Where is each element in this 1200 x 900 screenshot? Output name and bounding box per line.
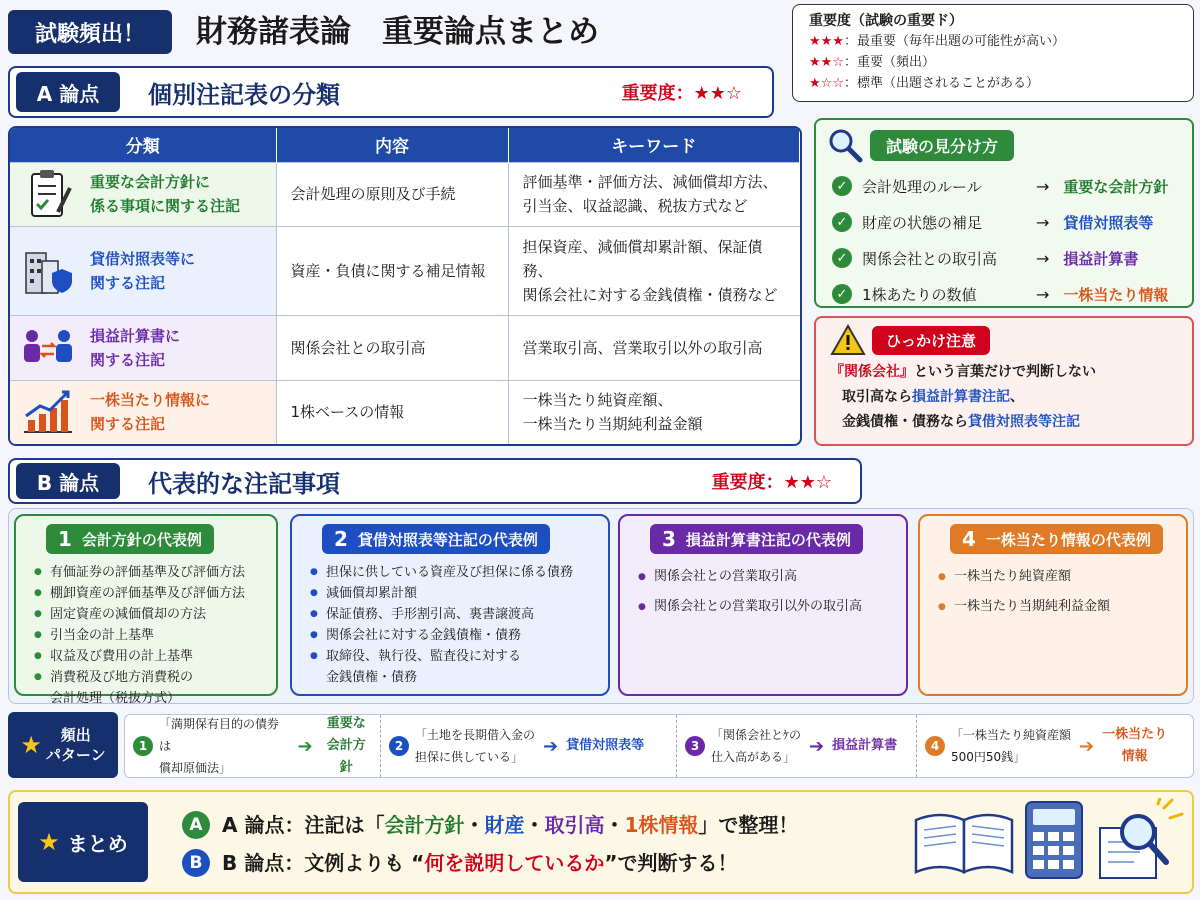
- pattern-result: 貸借対照表等: [566, 738, 645, 753]
- arrow-icon: ➔: [1079, 735, 1095, 757]
- building-shield-icon: [20, 245, 76, 297]
- category-label: 貸借対照表等に 関する注記: [90, 250, 196, 292]
- content-cell: 会計処理の原則及び手続: [276, 162, 508, 227]
- keywords-cell: 営業取引高、営業取引以外の取引高: [508, 315, 800, 380]
- patterns-label: ★ 頻出 パターン: [8, 712, 118, 778]
- magnifier-icon: [826, 126, 864, 164]
- caution-keyword: 貸借対照表等注記: [968, 414, 1080, 430]
- arrow-icon: →: [1036, 284, 1050, 304]
- pattern-result: 重要な 会計方針: [326, 716, 366, 775]
- howto-left: 1株あたりの数値: [862, 285, 977, 304]
- caution-text: という言葉だけで判断しない: [914, 364, 1096, 380]
- page-title: 財務諸表論 重要論点まとめ: [196, 14, 599, 50]
- card-number: 3: [662, 527, 676, 551]
- list-item: ● 関係会社との営業取引高: [628, 562, 898, 592]
- section-b-header: [8, 458, 862, 504]
- table-row: [10, 227, 800, 316]
- example-list: [300, 562, 600, 688]
- check-icon: ✓: [832, 284, 852, 304]
- pattern-result: 損益計算書: [832, 738, 898, 753]
- caution-text: 、: [1010, 389, 1024, 405]
- caution-text: 金銭債権・債務なら: [842, 414, 968, 430]
- document-search-icon: [1090, 798, 1190, 882]
- calculator-icon: [1024, 800, 1084, 880]
- legend-text: ：標準（出題されることがある）: [843, 76, 1039, 91]
- example-card-title: 1 会計方針の代表例: [46, 524, 214, 554]
- example-card-title: 2 貸借対照表等注記の代表例: [322, 524, 550, 554]
- caution-keyword: 損益計算書注記: [912, 389, 1010, 405]
- category-label: 一株当たり情報に 関する注記: [90, 391, 211, 434]
- section-b-importance: 重要度：★★☆: [711, 472, 832, 493]
- check-icon: ✓: [832, 176, 852, 196]
- clipboard-icon: [20, 168, 76, 220]
- howto-right: 一株当たり情報: [1063, 285, 1169, 304]
- section-a-importance: 重要度：★★☆: [621, 83, 742, 104]
- pattern-item: [677, 715, 917, 777]
- howto-item: [826, 168, 1182, 204]
- howto-left: 会計処理のルール: [862, 177, 982, 196]
- star-icon: ★: [20, 731, 42, 759]
- section-b-tag: B 論点: [16, 463, 120, 499]
- legend-stars: ★★☆: [809, 55, 844, 70]
- legend-text: ：最重要（毎年出題の可能性が高い）: [843, 34, 1065, 49]
- example-card: [290, 514, 610, 696]
- keywords-cell: 一株当たり純資産額、 一株当たり当期純利益金額: [508, 380, 800, 444]
- table-row: [10, 315, 800, 380]
- example-list: [928, 562, 1178, 622]
- warning-icon: [830, 324, 866, 356]
- howto-panel: [814, 118, 1194, 308]
- example-card: [14, 514, 278, 706]
- table-header: 内容: [276, 128, 508, 162]
- legend-stars: ★☆☆: [809, 76, 844, 91]
- caution-panel: [814, 316, 1194, 446]
- arrow-icon: →: [1036, 212, 1050, 232]
- list-item: ● 取締役、執行役、監査役に対する 金銭債権・債務: [300, 646, 600, 688]
- howto-item: [826, 240, 1182, 276]
- content-cell: 関係会社との取引高: [276, 315, 508, 380]
- list-item: ● 消費税及び地方消費税の 会計処理（税抜方式）: [24, 667, 268, 709]
- summary-label: ★ まとめ: [18, 802, 148, 882]
- example-list: [24, 562, 268, 709]
- section-a-tag: A 論点: [16, 72, 120, 112]
- importance-legend: [792, 4, 1194, 102]
- howto-right: 貸借対照表等: [1063, 213, 1154, 232]
- example-card: [618, 514, 908, 696]
- section-b-title: 代表的な注記事項: [148, 469, 340, 498]
- pattern-item: [917, 715, 1193, 777]
- pattern-quote: 「一株当たり純資産額 500円50銭」: [951, 728, 1072, 764]
- pattern-number: 2: [389, 736, 409, 756]
- list-item: ● 棚卸資産の評価基準及び評価方法: [24, 583, 268, 604]
- howto-right: 重要な会計方針: [1063, 177, 1169, 196]
- patterns-strip: [124, 714, 1194, 778]
- table-row: [10, 162, 800, 227]
- check-icon: ✓: [832, 212, 852, 232]
- example-card-title: 4 一株当たり情報の代表例: [950, 524, 1163, 554]
- arrow-icon: ➔: [297, 735, 313, 757]
- list-item: ● 減価償却累計額: [300, 583, 600, 604]
- summary-text: A A 論点：注記は「 会計方針 ・ 財産 ・ 取引高 ・ 1株情報 」で整理！ B B 論点：文例よりも “ 何を説明しているか ”で判断する！: [182, 806, 798, 882]
- caution-title: ひっかけ注意: [872, 326, 990, 355]
- list-item: ● 関係会社との営業取引以外の取引高: [628, 592, 898, 622]
- category-label: 損益計算書に 関する注記: [90, 326, 181, 369]
- pattern-quote: 「土地を長期借入金の 担保に供している」: [415, 728, 536, 764]
- howto-title: 試験の見分け方: [870, 130, 1014, 161]
- star-icon: ★: [38, 828, 60, 856]
- section-a-title: 個別注記表の分類: [148, 80, 340, 109]
- howto-item: [826, 204, 1182, 240]
- book-icon: [912, 806, 1016, 878]
- arrow-icon: ➔: [543, 735, 559, 757]
- howto-item: [826, 276, 1182, 312]
- list-item: ● 引当金の計上基準: [24, 625, 268, 646]
- keywords-cell: 評価基準・評価方法、減価償却方法、 引当金、収益認識、税抜方式など: [508, 162, 800, 227]
- legend-item: [809, 73, 1177, 94]
- pattern-result: 一株当たり 情報: [1102, 727, 1168, 764]
- pattern-item: [125, 715, 381, 777]
- pattern-number: 1: [133, 736, 153, 756]
- caution-keyword: 『関係会社』: [830, 364, 914, 380]
- table-header: 分類: [10, 128, 276, 162]
- card-number: 4: [962, 527, 976, 551]
- list-item: ● 一株当たり当期純利益金額: [928, 592, 1178, 622]
- classification-table: [8, 126, 802, 446]
- list-item: ● 保証債務、手形割引高、裏書譲渡高: [300, 604, 600, 625]
- pattern-number: 3: [685, 736, 705, 756]
- content-cell: 1株ベースの情報: [276, 380, 508, 444]
- growth-chart-icon: [20, 386, 76, 438]
- keywords-cell: 担保資産、減価償却累計額、保証債務、 関係会社に対する金銭債権・債務など: [508, 227, 800, 316]
- legend-stars: ★★★: [809, 34, 844, 49]
- example-card-title: 3 損益計算書注記の代表例: [650, 524, 863, 554]
- table-header: キーワード: [508, 128, 800, 162]
- pattern-quote: 「関係会社とｹの 仕入高がある」: [711, 728, 802, 764]
- summary-b-circle: B: [182, 849, 210, 877]
- summary-a-circle: A: [182, 811, 210, 839]
- header-badge: 試験頻出！: [8, 10, 172, 54]
- arrow-icon: ➔: [809, 735, 825, 757]
- list-item: ● 有価証券の評価基準及び評価方法: [24, 562, 268, 583]
- people-exchange-icon: [20, 322, 76, 374]
- list-item: ● 関係会社に対する金銭債権・債務: [300, 625, 600, 646]
- legend-item: [809, 52, 1177, 73]
- content-cell: 資産・負債に関する補足情報: [276, 227, 508, 316]
- pattern-number: 4: [925, 736, 945, 756]
- howto-left: 関係会社との取引高: [862, 249, 998, 268]
- legend-text: ：重要（頻出）: [843, 55, 935, 70]
- example-list: [628, 562, 898, 622]
- legend-item: [809, 31, 1177, 52]
- howto-left: 財産の状態の補足: [862, 213, 983, 232]
- section-a-header: [8, 66, 774, 118]
- list-item: ● 固定資産の減価償却の方法: [24, 604, 268, 625]
- howto-right: 損益計算書: [1063, 249, 1139, 268]
- example-card: [918, 514, 1188, 696]
- list-item: ● 担保に供している資産及び担保に係る債務: [300, 562, 600, 583]
- arrow-icon: →: [1036, 176, 1050, 196]
- list-item: ● 一株当たり純資産額: [928, 562, 1178, 592]
- category-label: 重要な会計方針に 係る事項に関する注記: [90, 173, 241, 216]
- list-item: ● 収益及び費用の計上基準: [24, 646, 268, 667]
- card-number: 2: [334, 527, 348, 551]
- table-row: [10, 380, 800, 444]
- pattern-quote: 「満期保有目的の債券は 償却原価法」: [159, 717, 280, 775]
- legend-title: 重要度（試験の重要ド）: [809, 13, 963, 29]
- check-icon: ✓: [832, 248, 852, 268]
- card-number: 1: [58, 527, 72, 551]
- pattern-item: [381, 715, 677, 777]
- caution-text: 取引高なら: [842, 389, 912, 405]
- arrow-icon: →: [1036, 248, 1050, 268]
